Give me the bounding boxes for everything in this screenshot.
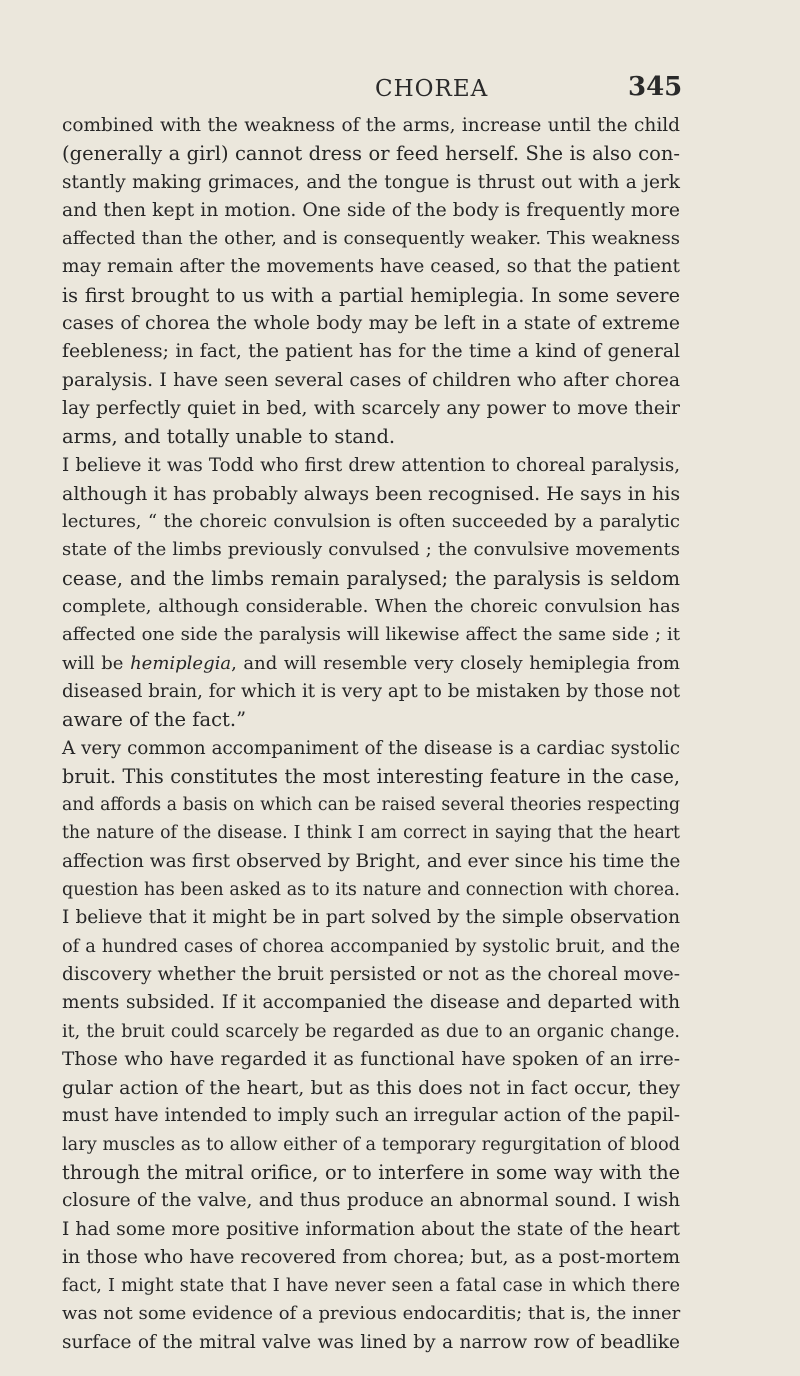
text-line: question has been asked as to its nature and connection with chorea. bbox=[62, 880, 680, 901]
text-line: feebleness; in fact, the patient has for the time a kind of general bbox=[62, 341, 680, 363]
text-line: must have intended to imply such an irregular action of the papil- bbox=[62, 1105, 681, 1127]
text-line: will be hemiplegia, and will resemble very closely hemiplegia from bbox=[62, 652, 681, 674]
text-line: gular action of the heart, but as this does not in fact occur, they bbox=[62, 1077, 680, 1100]
text-line: the nature of the disease. I think I am correct in saying that the heart bbox=[62, 823, 680, 844]
text-line: A very common accompaniment of the disease is a cardiac systolic bbox=[62, 737, 680, 759]
text-line: combined with the weakness of the arms, increase until the child bbox=[62, 115, 680, 136]
text-line: I had some more positive information about the state of the heart bbox=[62, 1218, 680, 1240]
text-line: and affords a basis on which can be raised several theories respecting bbox=[62, 795, 680, 816]
text-line: affected than the other, and is consequently weaker. This weakness bbox=[62, 228, 680, 250]
text-line: surface of the mitral valve was lined by a narrow row of beadlike bbox=[62, 1331, 680, 1353]
text-line: diseased brain, for which it is very apt to be mistaken by those not bbox=[62, 680, 681, 702]
page-header bbox=[0, 72, 800, 112]
text-line: of a hundred cases of chorea accompanied by systolic bruit, and the bbox=[62, 936, 680, 957]
text-line: stantly making grimaces, and the tongue is thrust out with a jerk bbox=[62, 171, 680, 193]
text-line: affection was first observed by Bright, and ever since his time the bbox=[62, 850, 681, 872]
text-line: and then kept in motion. One side of the body is frequently more bbox=[62, 199, 680, 221]
text-line: cases of chorea the whole body may be left in a state of extreme bbox=[62, 313, 680, 335]
text-line: fact, I might state that I have never seen a fatal case in which there bbox=[62, 1276, 680, 1297]
italic-term: hemiplegia bbox=[130, 652, 232, 674]
text-line: state of the limbs previously convulsed ; the convulsive movements bbox=[62, 539, 680, 561]
text-line: arms, and totally unable to stand. bbox=[62, 425, 396, 449]
text-line: although it has probably always been recognised. He says in his bbox=[62, 482, 681, 505]
text-line: was not some evidence of a previous endocarditis; that is, the inner bbox=[62, 1303, 681, 1325]
text-line: ments subsided. If it accompanied the disease and departed with bbox=[62, 992, 680, 1014]
text-line: Those who have regarded it as functional have spoken of an irre- bbox=[62, 1048, 680, 1070]
text-line: complete, although considerable. When the choreic convulsion has bbox=[62, 596, 680, 618]
text-line: in those who have recovered from chorea; but, as a post-mortem bbox=[62, 1246, 680, 1268]
text-line: affected one side the paralysis will likewise affect the same side ; it bbox=[62, 624, 680, 646]
text-line: lectures, “ the choreic convulsion is often succeeded by a paralytic bbox=[62, 511, 680, 533]
text-line: aware of the fact.” bbox=[62, 708, 247, 732]
text-line: I believe it was Todd who first drew attention to choreal paralysis, bbox=[62, 454, 680, 476]
text-line: through the mitral orifice, or to interfere in some way with the bbox=[62, 1160, 680, 1184]
text-line: lay perfectly quiet in bed, with scarcely any power to move their bbox=[62, 397, 680, 419]
text-line: is first brought to us with a partial hemiplegia. In some severe bbox=[62, 283, 680, 307]
text-line: it, the bruit could scarcely be regarded as due to an organic change. bbox=[62, 1021, 680, 1042]
text-line: bruit. This constitutes the most interesting feature in the case, bbox=[62, 764, 680, 788]
text-line: (generally a girl) cannot dress or feed herself. She is also con- bbox=[62, 142, 680, 166]
text-line: may remain after the movements have ceased, so that the patient bbox=[62, 256, 680, 278]
text-line: closure of the valve, and thus produce an abnormal sound. I wish bbox=[62, 1190, 680, 1212]
body-text bbox=[62, 112, 680, 1357]
text-line: cease, and the limbs remain paralysed; the paralysis is seldom bbox=[62, 566, 680, 590]
running-head: CHOREA bbox=[375, 76, 489, 102]
text-line: I believe that it might be in part solved by the simple observation bbox=[62, 907, 680, 929]
text-line: lary muscles as to allow either of a temporary regurgitation of blood bbox=[62, 1134, 680, 1155]
text-line: paralysis. I have seen several cases of children who after chorea bbox=[62, 369, 680, 391]
text-line: discovery whether the bruit persisted or not as the choreal move- bbox=[62, 963, 680, 985]
page-number: 345 bbox=[628, 72, 683, 102]
